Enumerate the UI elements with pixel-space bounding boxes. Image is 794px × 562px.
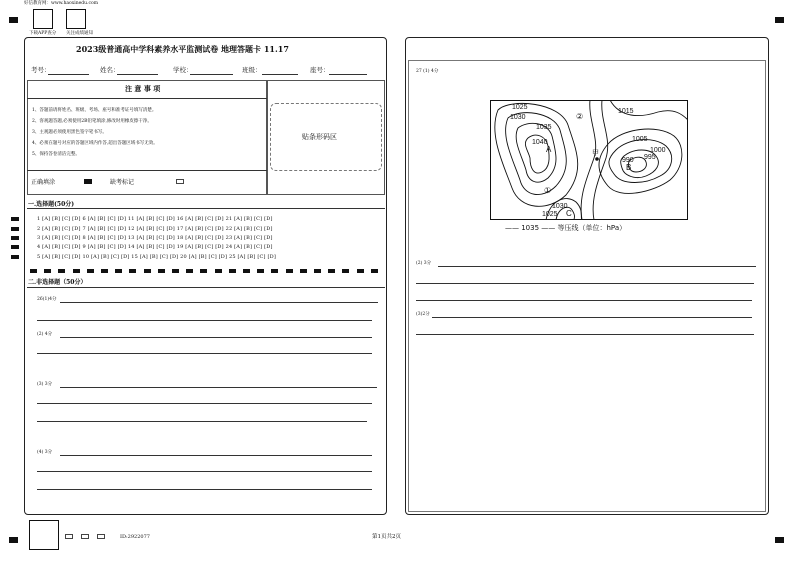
footer-box bbox=[65, 534, 73, 539]
absent-mark-checkbox[interactable] bbox=[176, 179, 184, 184]
registration-mark bbox=[9, 537, 18, 543]
map-label: ① bbox=[544, 186, 552, 195]
barcode-label: 贴条形码区 bbox=[302, 133, 337, 141]
mc-row[interactable]: 1 [A] [B] [C] [D] 6 [A] [B] [C] [D] 11 [A] [B] [C] [D] 16 [A] [B] [C] [D] 21 [A] [B] [C] [D] bbox=[37, 216, 273, 222]
timing-mark bbox=[357, 269, 364, 273]
timing-mark bbox=[215, 269, 222, 273]
seat-label: 座号： bbox=[310, 66, 330, 74]
timing-mark bbox=[11, 255, 19, 259]
absent-mark-label: 缺考标记 bbox=[110, 179, 135, 186]
map-label: 1005 bbox=[632, 136, 648, 143]
timing-mark bbox=[200, 269, 207, 273]
class-label: 班级： bbox=[242, 66, 262, 74]
answer-line[interactable] bbox=[60, 337, 372, 338]
answer-line[interactable] bbox=[438, 266, 756, 267]
answer-line[interactable] bbox=[416, 334, 754, 335]
notice-item: 2、客观题答题,必须使用2B铅笔填涂,修改时用橡皮擦干净。 bbox=[32, 119, 152, 124]
timing-mark bbox=[286, 269, 293, 273]
school-field[interactable] bbox=[190, 74, 233, 75]
map-label: B bbox=[626, 163, 632, 172]
map-label: 1030 bbox=[552, 203, 568, 210]
timing-mark bbox=[101, 269, 108, 273]
answer-line[interactable] bbox=[60, 302, 378, 303]
registration-mark bbox=[9, 17, 18, 23]
exam-no-field[interactable] bbox=[48, 74, 89, 75]
timing-mark bbox=[342, 269, 349, 273]
footer-id: ID:2922077 bbox=[120, 534, 150, 540]
q26-2-label: (2) 4分 bbox=[37, 332, 53, 337]
school-label: 学校： bbox=[173, 66, 193, 74]
map-label: ② bbox=[576, 112, 584, 121]
answer-line[interactable] bbox=[37, 471, 372, 472]
notice-item: 4、必须在题号对应的答题区域内作答,超出答题区域书写无效。 bbox=[32, 141, 158, 146]
timing-mark bbox=[271, 269, 278, 273]
map-label: 995 bbox=[644, 154, 656, 161]
timing-mark bbox=[11, 245, 19, 249]
notice-item: 5、保持答卷清洁完整。 bbox=[32, 152, 80, 157]
correct-fill-sample bbox=[84, 179, 92, 184]
timing-mark bbox=[87, 269, 94, 273]
q27-2-label: (2) 3分 bbox=[416, 261, 432, 266]
mc-row[interactable]: 2 [A] [B] [C] [D] 7 [A] [B] [C] [D] 12 [A] [B] [C] [D] 17 [A] [B] [C] [D] 22 [A] [B] [C] [D] bbox=[37, 226, 273, 232]
isobar-map bbox=[490, 100, 688, 220]
timing-mark bbox=[243, 269, 250, 273]
site-label: 好信教育网：www.haoxinedu.com bbox=[24, 1, 98, 6]
timing-mark bbox=[129, 269, 136, 273]
notice-item: 3、主观题必须使用黑色签字笔书写。 bbox=[32, 130, 107, 135]
timing-mark bbox=[172, 269, 179, 273]
answer-line[interactable] bbox=[37, 421, 367, 422]
footer-box bbox=[81, 534, 89, 539]
timing-mark bbox=[371, 269, 378, 273]
map-label: A bbox=[546, 145, 552, 154]
timing-mark bbox=[328, 269, 335, 273]
timing-mark bbox=[11, 236, 19, 240]
seat-field[interactable] bbox=[329, 74, 367, 75]
page-title: 2023级普通高中学科素养水平监测试卷 地理答题卡 11.17 bbox=[76, 44, 289, 54]
notice-heading: 注 意 事 项 bbox=[125, 84, 161, 93]
timing-mark bbox=[300, 269, 307, 273]
mc-row[interactable]: 4 [A] [B] [C] [D] 9 [A] [B] [C] [D] 14 [A] [B] [C] [D] 19 [A] [B] [C] [D] 24 [A] [B] [C] [D] bbox=[37, 244, 273, 250]
timing-mark bbox=[257, 269, 264, 273]
qr-code-app bbox=[33, 9, 53, 29]
footer-box bbox=[97, 534, 105, 539]
answer-line[interactable] bbox=[37, 489, 372, 490]
map-label: 1000 bbox=[650, 147, 666, 154]
timing-mark bbox=[30, 269, 37, 273]
footer-qr-code bbox=[29, 520, 59, 550]
timing-mark bbox=[186, 269, 193, 273]
class-field[interactable] bbox=[262, 74, 298, 75]
map-label: C bbox=[566, 209, 572, 218]
map-label: 990 bbox=[622, 157, 634, 164]
answer-line[interactable] bbox=[416, 283, 754, 284]
answer-line[interactable] bbox=[60, 387, 377, 388]
registration-mark bbox=[775, 17, 784, 23]
registration-mark bbox=[775, 537, 784, 543]
mc-row[interactable]: 5 [A] [B] [C] [D] 10 [A] [B] [C] [D] 15 [A] [B] [C] [D] 20 [A] [B] [C] [D] 25 [A] [B] [C] [D] bbox=[37, 254, 277, 260]
answer-line[interactable] bbox=[37, 320, 372, 321]
timing-mark bbox=[73, 269, 80, 273]
page-number: 第1页共2页 bbox=[372, 534, 401, 540]
nonmc-heading: 二.非选择题（50分） bbox=[28, 279, 87, 286]
timing-mark bbox=[158, 269, 165, 273]
exam-no-label: 考号： bbox=[31, 66, 51, 74]
q26-1-label: 26(1)4分 bbox=[37, 297, 57, 302]
map-label: 1030 bbox=[510, 114, 526, 121]
map-label: 1040 bbox=[532, 139, 548, 146]
map-label: 1025 bbox=[512, 104, 528, 111]
qr1-label: 下载APP查分 bbox=[29, 31, 57, 36]
map-label: 1025 bbox=[542, 211, 558, 218]
name-label: 姓名： bbox=[100, 66, 120, 74]
answer-line[interactable] bbox=[416, 300, 752, 301]
answer-line[interactable] bbox=[37, 403, 372, 404]
q27-1-label: 27 (1) 4分 bbox=[416, 69, 439, 74]
name-field[interactable] bbox=[117, 74, 158, 75]
map-label: 甲 bbox=[592, 150, 599, 157]
map-legend: —— 1035 —— 等压线（单位：hPa） bbox=[505, 224, 627, 232]
q26-4-label: (4) 3分 bbox=[37, 450, 53, 455]
timing-mark bbox=[314, 269, 321, 273]
timing-mark bbox=[58, 269, 65, 273]
answer-line[interactable] bbox=[37, 353, 372, 354]
timing-mark bbox=[11, 227, 19, 231]
map-label: 1015 bbox=[618, 108, 634, 115]
answer-line[interactable] bbox=[60, 455, 372, 456]
timing-mark bbox=[11, 217, 19, 221]
q27-3-label: (3)2分 bbox=[416, 312, 430, 317]
timing-mark bbox=[115, 269, 122, 273]
correct-fill-label: 正确填涂 bbox=[31, 179, 56, 186]
q26-3-label: (3) 3分 bbox=[37, 382, 53, 387]
map-label: 1035 bbox=[536, 124, 552, 131]
timing-mark bbox=[144, 269, 151, 273]
qr-code-follow bbox=[66, 9, 86, 29]
mc-heading: 一.选择题(50分) bbox=[28, 201, 75, 208]
mc-row[interactable]: 3 [A] [B] [C] [D] 8 [A] [B] [C] [D] 13 [A] [B] [C] [D] 18 [A] [B] [C] [D] 23 [A] [B] [C] [D] bbox=[37, 235, 273, 241]
notice-item: 1、答题前请将姓名、班级、考场、座号和准考证号填写清楚。 bbox=[32, 108, 157, 113]
qr2-label: 关注成绩通知 bbox=[66, 31, 93, 36]
answer-line[interactable] bbox=[432, 317, 752, 318]
timing-mark bbox=[229, 269, 236, 273]
timing-mark bbox=[44, 269, 51, 273]
